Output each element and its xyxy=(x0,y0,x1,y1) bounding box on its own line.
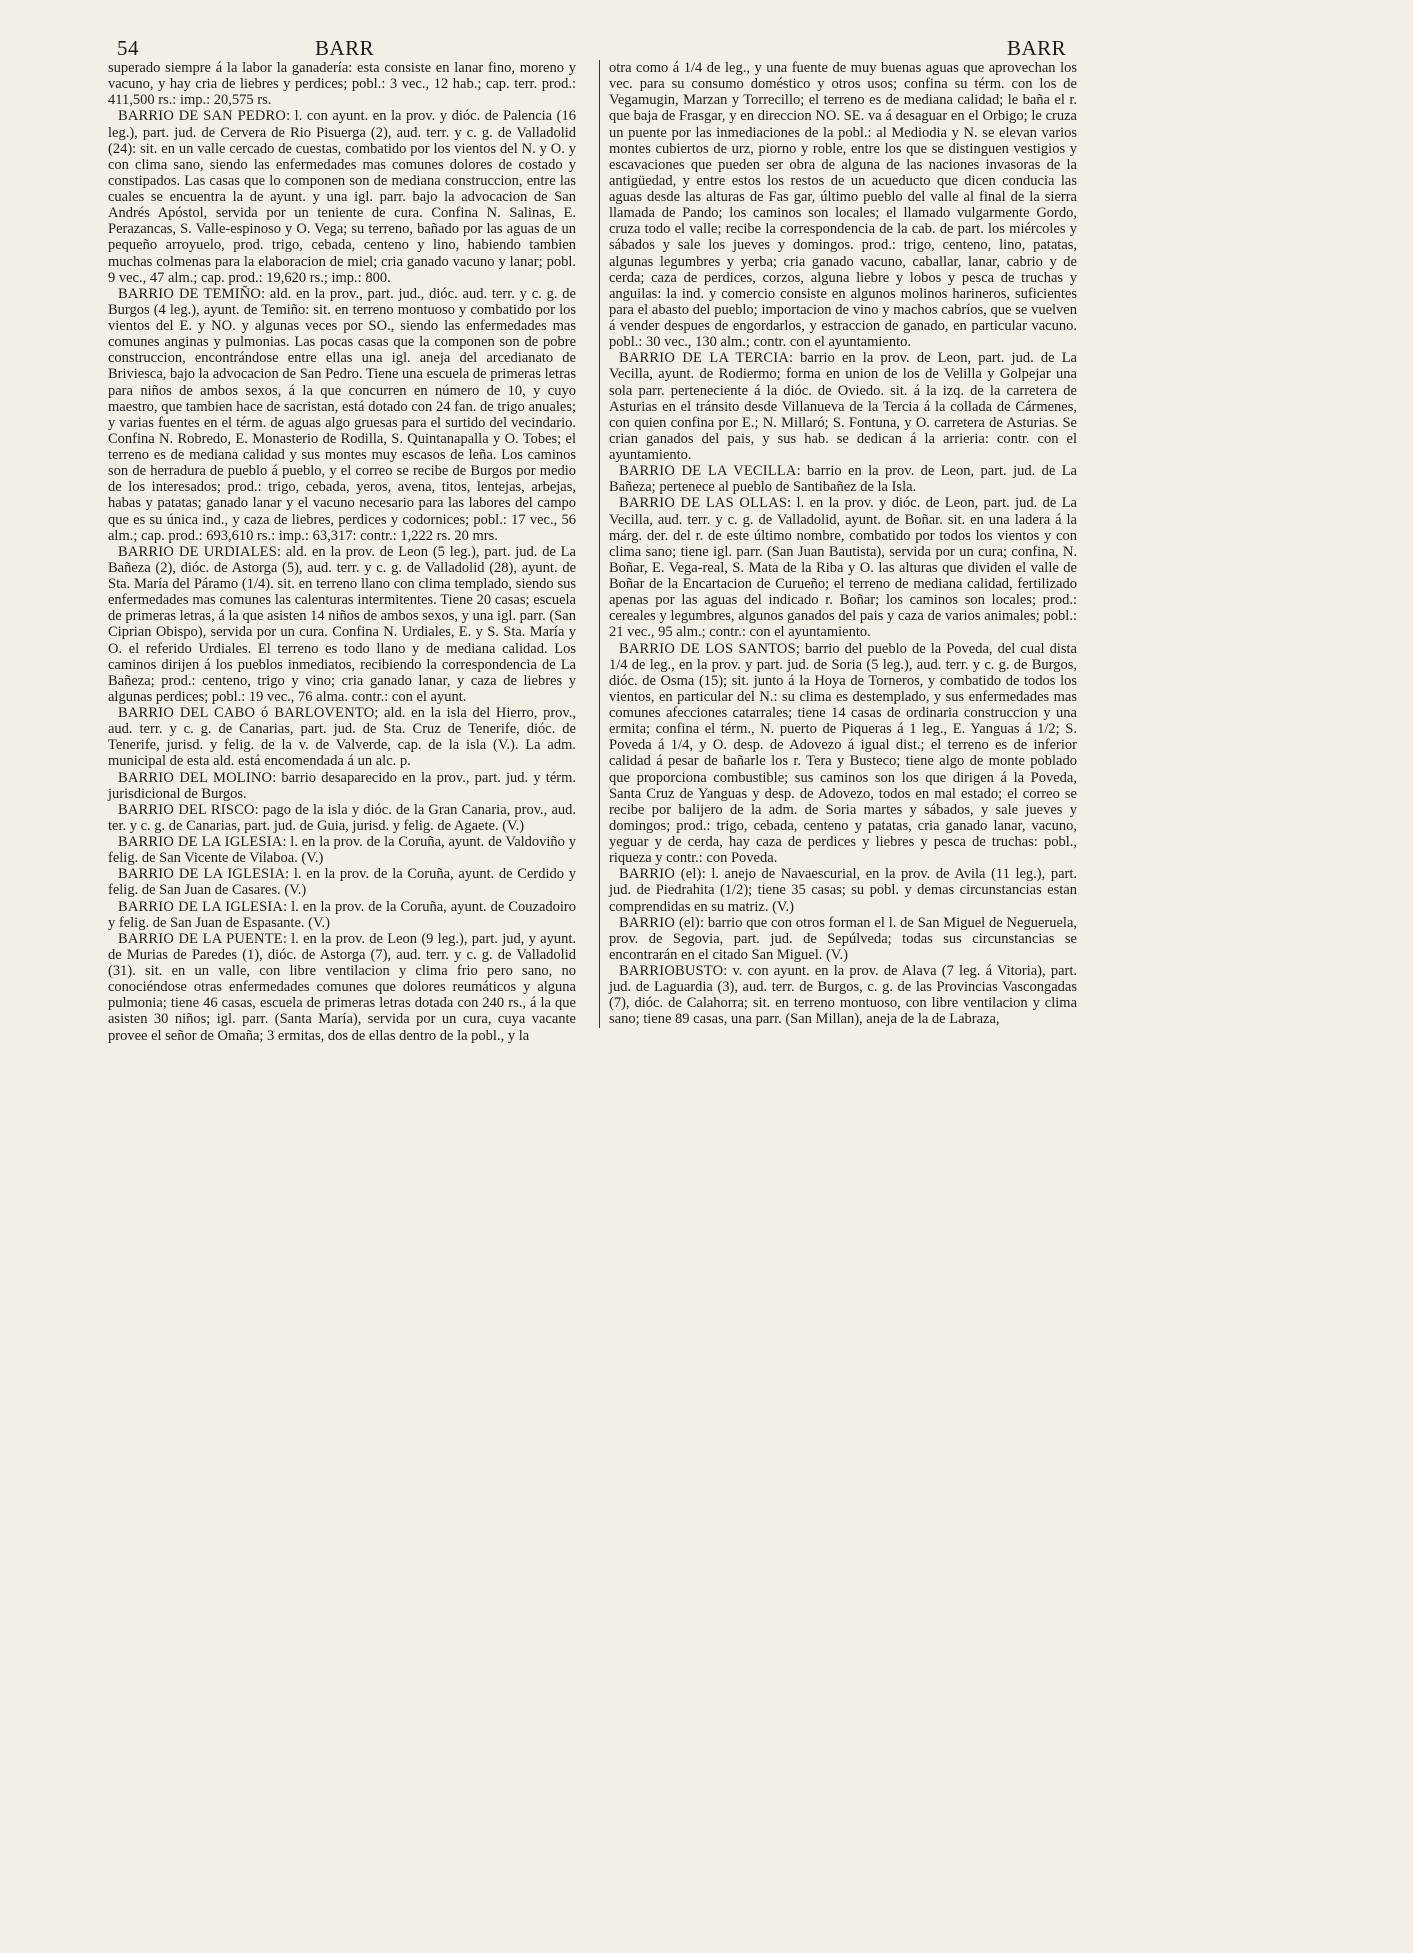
entry xyxy=(609,60,1077,350)
entry-headword: BARRIO DE LAS OLLAS xyxy=(619,495,788,512)
entry-text: : l. en la prov. de la Coruña, ayunt. de Couzadoiro y felig. de San Juan de Espasante. (V.) xyxy=(108,898,576,931)
entry-text: : l. en la prov. de la Coruña, ayunt. de Valdoviño y felig. de San Vicente de Vilaboa. (V.) xyxy=(108,834,576,867)
entry xyxy=(609,866,1077,914)
page-header xyxy=(117,36,1079,62)
entry-text: : l. anejo de Navaescurial, en la prov. de Avila (11 leg.), part. jud. de Piedrahita (1/2); tiene 35 casas; su pobl. y demas circunstancias estan comprendidas en su matriz. (V.) xyxy=(609,866,1078,915)
entry xyxy=(609,915,1077,963)
entry xyxy=(609,495,1077,640)
entry-text: : barrio en la prov. de Leon, part. jud. de La Bañeza; pertenece al pueblo de Santibañez de la Isla. xyxy=(609,463,1077,496)
entry-text: superado siempre á la labor la ganadería: esta consiste en lanar fino, moreno y vacuno, y hay cria de liebres y perdices; pobl.: 3 vec., 12 hab.; cap. terr. prod.: 411,500 rs.: imp.: 20,575 rs. xyxy=(108,60,576,109)
entry-headword: BARRIO DE TEMIÑO xyxy=(118,285,262,302)
entry-text: : v. con ayunt. en la prov. de Alava (7 leg. á Vitoria), part. jud. de Laguardia (3), aud. terr. de Burgos, c. g. de las Provincias Vascongadas (7), dióc. de Calahorra; sit. en terreno montuoso, con libre ventilacion y clima sano; tiene 89 casas, una parr. (San Millan), aneja de la de Labraza, xyxy=(609,963,1077,1028)
entry-text: : barrio desaparecido en la prov., part. jud. y térm. jurisdicional de Burgos. xyxy=(108,769,576,802)
entry-headword: BARRIO DE LA VECILLA xyxy=(619,463,797,480)
entry xyxy=(609,463,1077,495)
entry-headword: BARRIO DE LA IGLESIA xyxy=(118,866,286,883)
entry xyxy=(108,705,576,770)
entry xyxy=(108,60,576,108)
entry-headword: BARRIO DE LA TERCIA xyxy=(619,350,789,367)
entry-headword: BARRIO DEL MOLINO xyxy=(118,769,273,786)
entry xyxy=(108,931,576,1044)
entry xyxy=(108,834,576,866)
entry-headword: BARRIO DE LA IGLESIA xyxy=(118,834,283,850)
entry-text: : barrio en la prov. de Leon, part. jud. de La Vecilla, ayunt. de Rodiermo; forma en union de los de Velilla y Golpejar una sola parr. perteneciente á la dióc. de Oviedo. sit. á la izq. de la carretera de Asturias en el tránsito desde Villanueva de la Tercia á la collada de Cármenes, con quien confina por E.; N. Millaró; S. Fontuna, y O. carretera de Asturias. Se crian ganados del pais, y sus hab. se dedican á la arrieria: contr. con el ayuntamiento. xyxy=(609,350,1077,463)
entry-text: : barrio que con otros forman el l. de San Miguel de Negueruela, prov. de Segovia, part. jud. de Sepúlveda; todas sus circunstancias se encontrarán en el citado San Miguel. (V.) xyxy=(609,914,1078,963)
entry xyxy=(108,866,576,898)
entry xyxy=(609,641,1077,867)
entry xyxy=(108,286,576,544)
entry-headword: BARRIO (el) xyxy=(619,866,702,883)
entry xyxy=(108,899,576,931)
entry-text: : ald. en la prov., part. jud., dióc. aud. terr. y c. g. de Burgos (4 leg.), ayunt. de Temiño: sit. en terreno montuoso y combatido por los vientos del E. y NO. y algunas veces por SO., siendo las enfermedades mas comunes anginas y pulmonias. Las pocas casas que la componen son de pobre construccion, encontrándose entre ellas una igl. aneja del arcedianato de Briviesca, bajo la advocacion de San Pedro. Tiene una escuela de primeras letras para niños de ambos sexos, á la que concurren en número de 10, y cuyo maestro, que tambien hace de sacristan, está dotado con 24 fan. de trigo anuales; y varias fuentes en el térm. de aguas algo gruesas para el surtido del vecindario. Confina N. Robredo, E. Monasterio de Rodilla, S. Quintanapalla y O. Tobes; el terreno es de mediana calidad y sus montes muy escasos de leña. Los caminos son de herradura de pueblo á pueblo, y el correo se recibe de Burgos por medio de los interesados; prod.: trigo, cebada, yeros, avena, titos, lentejas, arbejas, habas y patatas; ganado lanar y el vacuno necesario para las labores del campo que es su única ind., y caza de liebres, perdices y codornices; pobl.: 17 vec., 56 alm.; cap. prod.: 693,610 rs.: imp.: 63,317: contr.: 1,222 rs. 20 mrs. xyxy=(108,285,576,544)
left-column xyxy=(108,60,576,1044)
running-head-right: BARR xyxy=(1007,36,1067,60)
running-head-left: BARR xyxy=(315,36,375,60)
page-number: 54 xyxy=(117,36,139,60)
entry-text: ; ald. en la isla del Hierro, prov., aud. terr. y c. g. de Canarias, part. jud. de Sta. Cruz de Tenerife, dióc. de Tenerife, jurisd. y felig. de la v. de Valverde, cap. de la isla (V.). La adm. municipal de esta ald. está encomendada á un alc. p. xyxy=(108,705,576,770)
entry xyxy=(108,108,576,285)
entry-text: : pago de la isla y dióc. de la Gran Canaria, prov., aud. ter. y c. g. de Canarias, part. jud. de Guia, jurisd. y felig. de Agaete. (V.) xyxy=(108,801,577,834)
entry-headword: BARRIOBUSTO xyxy=(619,963,724,979)
entry-text: : l. con ayunt. en la prov. y dióc. de Palencia (16 leg.), part. jud. de Cervera de Rio Pisuerga (2), aud. terr. y c. g. de Valladolid (24): sit. en un valle cercado de cuestas, combatido por los vientos del N. y O. y con clima sano, siendo las enfermedades mas comunes dolores de costado y constipados. Las casas que lo componen son de mediana construccion, entre las cuales se encuentra la de ayunt. y una igl. parr. bajo la advocacion de San Andrés Apóstol, servida por un teniente de cura. Confina N. Salinas, E. Perazancas, S. Valle-espinoso y O. Vega; su terreno, bañado por las aguas de un pequeño arroyuelo, prod. trigo, cebada, centeno y lino, habiendo tambien muchas colmenas para la elaboracion de miel; cria ganado vacuno y lanar; pobl. 9 vec., 47 alm.; cap. prod.: 19,620 rs.; imp.: 800. xyxy=(108,108,576,286)
entry xyxy=(609,963,1077,1028)
entry xyxy=(609,350,1077,463)
entry-headword: BARRIO DE LOS SANTOS xyxy=(619,640,796,657)
entry-headword: BARRIO (el) xyxy=(619,914,700,931)
entry-text: : ald. en la prov. de Leon (5 leg.), part. jud. de La Bañeza (2), dióc. de Astorga (5), aud. terr. y c. g. de Valladolid (28), ayunt. de Sta. María del Páramo (1/4). sit. en terreno llano con clima templado, siendo sus enfermedades mas comunes las calenturas intermitentes. Tiene 20 casas; escuela de primeras letras, á la que asisten 14 niños de ambos sexos, y una igl. parr. (San Ciprian Obispo), servida por un cura. Confina N. Urdiales, E. y S. Sta. María y O. el referido Urdiales. El terreno es todo llano y de mediana calidad. Los caminos dirijen á los pueblos inmediatos, recibiendo la correspondencia de La Bañeza; prod.: centeno, trigo y vino; cria ganado lanar, y caza de liebres y algunas perdices; pobl.: 19 vec., 76 alma. contr.: con el ayunt. xyxy=(108,543,576,705)
entry-text: : l. en la prov. de Leon (9 leg.), part. jud, y ayunt. de Murias de Paredes (1), dióc. de Astorga (7), aud. terr. y c. g. de Valladolid (31). sit. en un valle, con libre ventilacion y clima frio pero sano, no conociéndose otras enfermedades comunes que dolores reumáticos y alguna pulmonia; tiene 46 casas, escuela de primeras letras dotada con 240 rs., á la que asisten 30 niños; igl. parr. (Santa María), servida por un cura, cuya vacante provee el señor de Omaña; 3 ermitas, dos de ellas dentro de la pobl., y la xyxy=(108,930,576,1044)
entry xyxy=(108,544,576,705)
entry-headword: BARRIO DE SAN PEDRO xyxy=(118,108,287,125)
right-column xyxy=(599,60,1077,1028)
entry-text: otra como á 1/4 de leg., y una fuente de muy buenas aguas que aprovechan los vec. para su consumo doméstico y otros usos; confina su térm. con los de Vegamugin, Marzan y Torrecillo; el terreno es de mediana calidad; le baña el r. que baja de Frasgar, y en direccion NO. SE. va á desaguar en el Orbigo; le cruza un puente por las inmediaciones de la pobl.: al Mediodia y N. se elevan varios montes cubiertos de urz, piorno y roble, entre los que se distinguen vestigios y escavaciones que pueden ser obra de alguna de las naciones invasoras de la antigüedad, y entre estos los restos de un acueducto que dicen conducia las aguas desde las alturas de Fas gar, último pueblo del valle al final de la sierra llamada de Pando; los caminos son locales; el llamado vulgarmente Gordo, cruza todo el valle; recibe la correspondencia de la cab. de part. los miércoles y sábados y sale los jueves y domingos. prod.: trigo, centeno, lino, patatas, algunas legumbres y yerba; cria ganado vacuno, caballar, lanar, cabrio y de cerda; caza de perdices, corzos, alguna liebre y lobos y pesca de truchas y anguilas: la ind. y comercio consiste en algunos molinos harineros, suficientes para el abasto del pueblo; importacion de vino y machos cabríos, que se vuelven á vender despues de engordarlos, y estraccion de ganado, en particular vacuno. pobl.: 30 vec., 130 alm.; contr. con el ayuntamiento. xyxy=(609,60,1077,351)
entry-headword: BARRIO DEL CABO ó BARLOVENTO xyxy=(118,705,375,721)
entry-headword: BARRIO DE LA IGLESIA xyxy=(118,898,284,915)
entry-text: : l. en la prov. y dióc. de Leon, part. jud. de La Vecilla, aud. terr. y c. g. de Valladolid, ayunt. de Boñar. sit. en una ladera á la márg. der. del r. de este último nombre, combatido por todos los vientos y con clima sano; tiene igl. parr. (San Juan Bautista), servida por un cura; confina, N. Boñar, E. Vega-real, S. Mata de la Riba y O. las alturas que dividen el valle de Boñar de la Encartacion de Curueño; el terreno de mediana calidad, fertilizado apenas por las aguas del indicado r. Boñar; los caminos son locales; prod.: cereales y legumbres, algunos ganados del pais y caza de varios animales; pobl.: 21 vec., 95 alm.; contr.: con el ayuntamiento. xyxy=(609,495,1077,641)
entry xyxy=(108,802,576,834)
entry-headword: BARRIO DE URDIALES xyxy=(118,543,277,560)
entry-text: : l. en la prov. de la Coruña, ayunt. de Cerdido y felig. de San Juan de Casares. (V.) xyxy=(108,866,576,899)
entry xyxy=(108,770,576,802)
entry-headword: BARRIO DE LA PUENTE xyxy=(118,930,283,947)
entry-text: ; barrio del pueblo de la Poveda, del cual dista 1/4 de leg., en la prov. y part. jud. de Soria (5 leg.), aud. terr. y c. g. de Burgos, dióc. de Osma (15); sit. junto á la Hoya de Torneros, y combatido de todos los vientos, en particular del N.: su clima es destemplado, y sus enfermedades mas comunes afecciones catarrales; tiene 14 casas de ordinaria construccion y una ermita; confina el térm., N. puerto de Piqueras á 1 leg., E. Yanguas á 1/2; S. Poveda á 1/4, y O. desp. de Adovezo á igual dist.; el terreno es de inferior calidad á pesar de bañarle los r. Tera y Busteco; tiene algo de monte poblado que proporciona combustible; sus caminos son los que dirigen á la Poveda, Santa Cruz de Yanguas y desp. de Adovezo, todos en mal estado; el correo se recibe por balijero de la adm. de Soria martes y sábados, y sale jueves y domingos; prod.: trigo, cebada, centeno y patatas, cria ganado lanar, vacuno, yeguar y de cerda, hay caza de perdices y liebres y pesca de truchas: pobl., riqueza y contr.: con Poveda. xyxy=(609,640,1077,867)
entry-headword: BARRIO DEL RISCO xyxy=(118,801,255,818)
